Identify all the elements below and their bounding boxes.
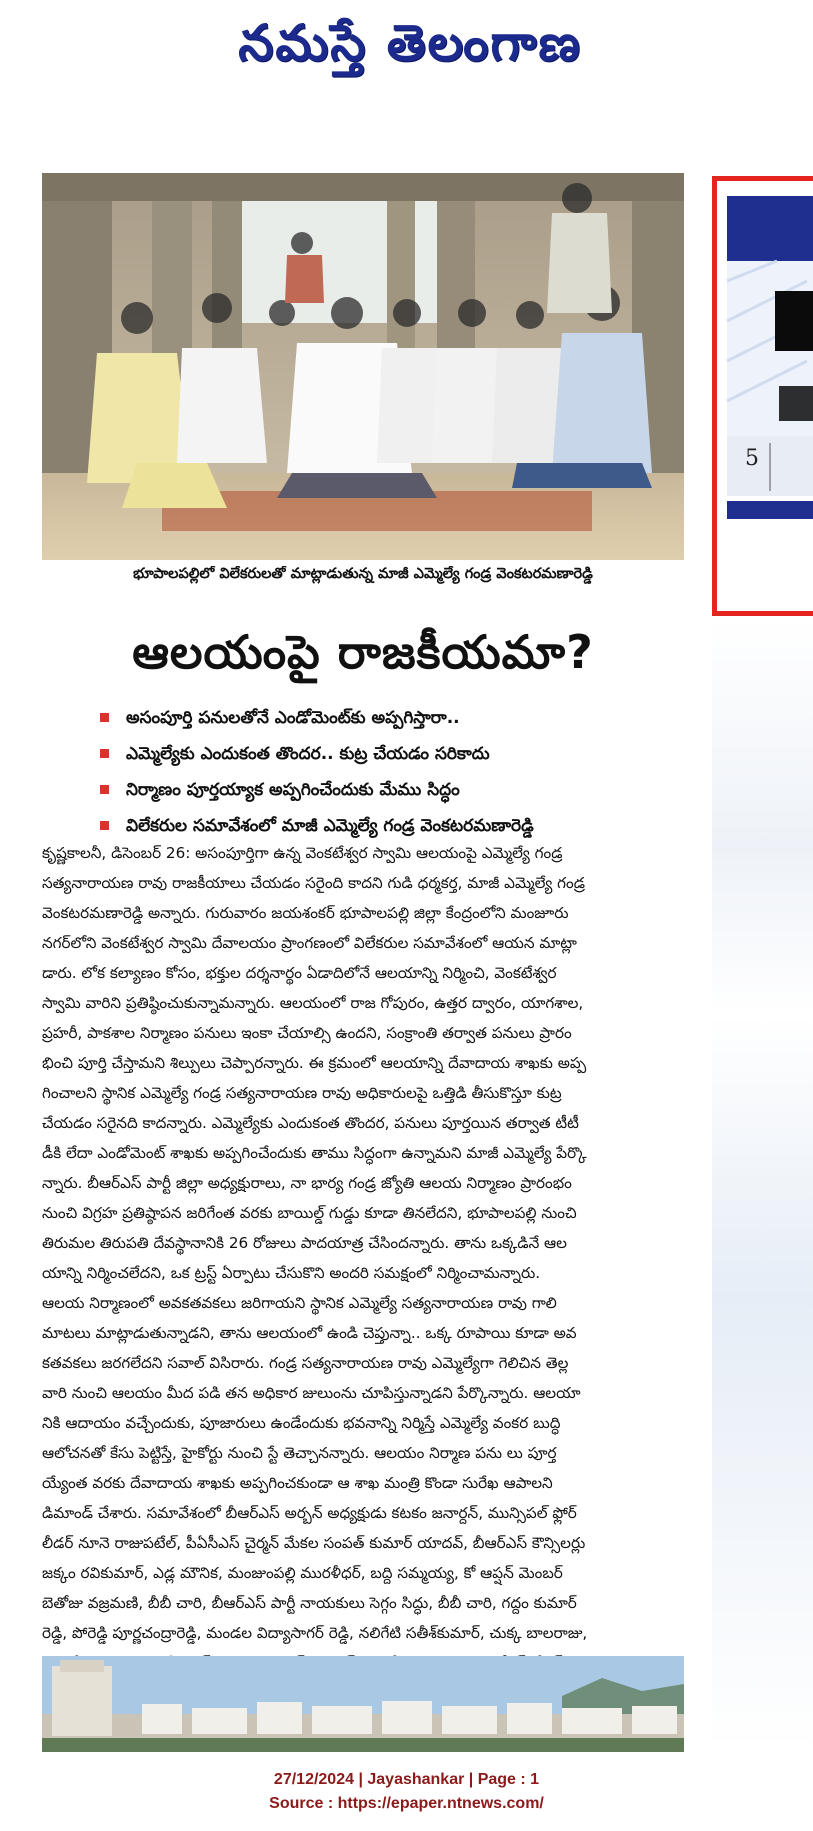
ad-graphic <box>717 181 813 611</box>
article-body <box>42 838 687 1708</box>
body-line: ఆలయ నిర్మాణంలో అవకతవకలు జరిగాయని స్థానిక ఎమ్మెల్యే సత్యనారాయణ రావు గాలి <box>42 1294 557 1312</box>
body-line: భించి పూర్తి చేస్తామని శిల్పులు చెప్పారన్నారు. ఈ క్రమంలో ఆలయాన్ని దేవాదాయ శాఖకు అప్ప <box>42 1054 587 1072</box>
body-line: మాటలు మాట్లాడుతున్నాడని, తాను ఆలయంలో ఉండి చెప్తున్నా.. ఒక్క రూపాయి కూడా అవ <box>42 1324 577 1342</box>
body-line: డిమాండ్ చేశారు. సమావేశంలో బీఆర్ఎస్ అర్బన్ అధ్యక్షుడు కటకం జనార్దన్, మున్సిపల్ ఫ్లోర్ <box>42 1504 577 1522</box>
body-line: డారు. లోక కల్యాణం కోసం, భక్తుల దర్శనార్థం ఏడాదిలోనే ఆలయాన్ని నిర్మించి, వెంకటేశ్వర <box>42 964 557 982</box>
bullet-item <box>100 772 690 808</box>
footer-source-link[interactable]: Source : https://epaper.ntnews.com/ <box>269 1795 544 1812</box>
body-line: వారి నుంచి ఆలయం మీద పడి తన అధికార జులుంను చూపిస్తున్నాడని పేర్కొన్నారు. ఆలయా <box>42 1384 581 1402</box>
body-line: డీకి లేదా ఎండోమెంట్ శాఖకు అప్పగించేందుకు తాము సిద్ధంగా ఉన్నామని మాజీ ఎమ్మెల్యే పేర్కొ <box>42 1144 587 1162</box>
body-line: గించాలని స్థానిక ఎమ్మెల్యే గండ్ర సత్యనారాయణ రావు అధికారులపై ఒత్తిడి తీసుకొస్తూ కుట్ర <box>42 1084 562 1102</box>
body-line: కతవకలు జరగలేదని సవాల్ విసిరారు. గండ్ర సత్యనారాయణ రావు ఎమ్మెల్యేగా గెలిచిన తెల్ల <box>42 1354 569 1372</box>
ad-number: 5 <box>745 446 759 471</box>
body-line: నికి ఆదాయం వచ్చేందుకు, పూజారులు ఉండేందుకు భవనాన్ని నిర్మిస్తే ఎమ్మెల్యే వంకర బుద్ధి <box>42 1414 561 1432</box>
bullet-text: అసంపూర్తి పనులతోనే ఎండోమెంట్‌కు అప్పగిస్తారా.. <box>126 708 460 728</box>
bullet-square-icon <box>100 785 109 794</box>
body-line: న్నారు. బీఆర్ఎస్ పార్టీ జిల్లా అధ్యక్షురాలు, నా భార్య గండ్ర జ్యోతి ఆలయ నిర్మాణం ప్రారంభం <box>42 1174 572 1192</box>
page-footer <box>0 1768 813 1816</box>
body-line: స్వామి వారిని ప్రతిష్ఠించుకున్నామన్నారు. ఆలయంలో రాజ గోపురం, ఉత్తర ద్వారం, యాగశాల, <box>42 994 584 1012</box>
body-line: కృష్ణకాలనీ, డిసెంబర్ 26: అసంపూర్తిగా ఉన్న వెంకటేశ్వర స్వామి ఆలయంపై ఎమ్మెల్యే గండ్ర <box>42 844 563 862</box>
footer-date-line: 27/12/2024 | Jayashankar | Page : 1 <box>273 1771 540 1788</box>
body-line: య్యేంత వరకు దేవాదాయ శాఖకు అప్పగించకుండా ఆ శాఖ మంత్రి కొండా సురేఖ ఆపాలని <box>42 1474 553 1492</box>
body-line: ప్రహరీ, పాకశాల నిర్మాణం పనులు ఇంకా చేయాల్సి ఉందని, సంక్రాంతి తర్వాత పనులు ప్రారం <box>42 1024 572 1042</box>
body-line: తిరుమల తిరుపతి దేవస్థానానికి 26 రోజులు పాదయాత్ర చేసిందన్నారు. తాను ఒక్కడినే ఆల <box>42 1234 567 1252</box>
side-background-strip <box>712 620 813 1750</box>
newspaper-title: నమస్తే తెలంగాణ <box>238 13 582 72</box>
body-line: బెతోజు వజ్రమణి, బీబీ చారి, బీఆర్ఎస్ పార్టీ నాయకులు సెగ్గం సిద్ధు, బీబీ చారి, గద్దం కుమార్ <box>42 1594 577 1612</box>
bullet-square-icon <box>100 713 109 722</box>
side-advertisement[interactable] <box>712 176 813 616</box>
article-headline: ఆలయంపై రాజకీయమా? <box>132 625 594 679</box>
body-line: నగర్‌లోని వెంకటేశ్వర స్వామి దేవాలయం ప్రాంగణంలో విలేకరుల సమావేశంలో ఆయన మాట్లా <box>42 934 577 952</box>
bullet-text: నిర్మాణం పూర్తయ్యాక అప్పగించేందుకు మేము సిద్ధం <box>126 780 460 800</box>
body-line: చేయడం సరైనది కాదన్నారు. ఎమ్మెల్యేకు ఎందుకంత తొందర, పనులు పూర్తయిన తర్వాత టీటీ <box>42 1114 579 1132</box>
bullet-text: విలేకరుల సమావేశంలో మాజీ ఎమ్మెల్యే గండ్ర వెంకటరమణారెడ్డి <box>126 816 534 836</box>
bullet-text: ఎమ్మెల్యేకు ఎందుకంత తొందర.. కుట్ర చేయడం సరికాదు <box>126 744 490 764</box>
body-line: నుంచి విగ్రహ ప్రతిష్ఠాపన జరిగేంత వరకు బాయిల్డ్ గుడ్డు కూడా తినలేదని, భూపాలపల్లి నుంచి <box>42 1204 577 1222</box>
masthead <box>0 0 813 90</box>
body-line: ఆలోచనతో కేసు పెట్టిస్తే, హైకోర్టు నుంచి స్టే తెచ్చానన్నారు. ఆలయం నిర్మాణ పను లు పూర్త <box>42 1444 557 1462</box>
bullet-item <box>100 700 690 736</box>
body-line: యాన్ని నిర్మించలేదని, ఒక ట్రస్ట్ ఏర్పాటు చేసుకొని అందరి సమక్షంలో నిర్మించామన్నారు. <box>42 1264 541 1282</box>
body-line: లీడర్ నూనె రాజుపటేల్, పీఏసీఎస్ చైర్మన్ మేకల సంపత్ కుమార్ యాదవ్, బీఆర్ఎస్ కౌన్సిలర్లు <box>42 1534 586 1552</box>
photo-caption: భూపాలపల్లిలో విలేకరులతో మాట్లాడుతున్న మాజీ ఎమ్మెల్యే గండ్ర వెంకటరమణారెడ్డి <box>133 566 593 582</box>
press-meet-illustration <box>42 173 684 560</box>
bullet-square-icon <box>100 821 109 830</box>
body-line: సత్యనారాయణ రావు రాజకీయాలు చేయడం సరైంది కాదని గుడి ధర్మకర్త, మాజీ ఎమ్మెల్యే గండ్ర <box>42 874 585 892</box>
city-skyline-photo <box>42 1656 684 1752</box>
press-meet-photo <box>42 173 684 560</box>
bullet-item <box>100 736 690 772</box>
body-line: రెడ్డి, పోరెడ్డి పూర్ణచంద్రారెడ్డి, మండల విద్యాసాగర్ రెడ్డి, నలిగేటి సతీశ్‌కుమార్, చుక్క బాలరాజు, <box>42 1624 588 1642</box>
bullet-square-icon <box>100 749 109 758</box>
body-line: జక్కం రవికుమార్, ఎడ్ల మౌనిక, మంజుంపల్లి మురళీధర్, బద్ది సమ్మయ్య, కో ఆప్షన్ మెంబర్ <box>42 1564 563 1582</box>
highlight-bullets <box>100 700 690 844</box>
city-skyline-illustration <box>42 1656 684 1752</box>
body-line: వెంకటరమణారెడ్డి అన్నారు. గురువారం జయశంకర్ భూపాలపల్లి జిల్లా కేంద్రంలోని మంజూరు <box>42 904 569 922</box>
